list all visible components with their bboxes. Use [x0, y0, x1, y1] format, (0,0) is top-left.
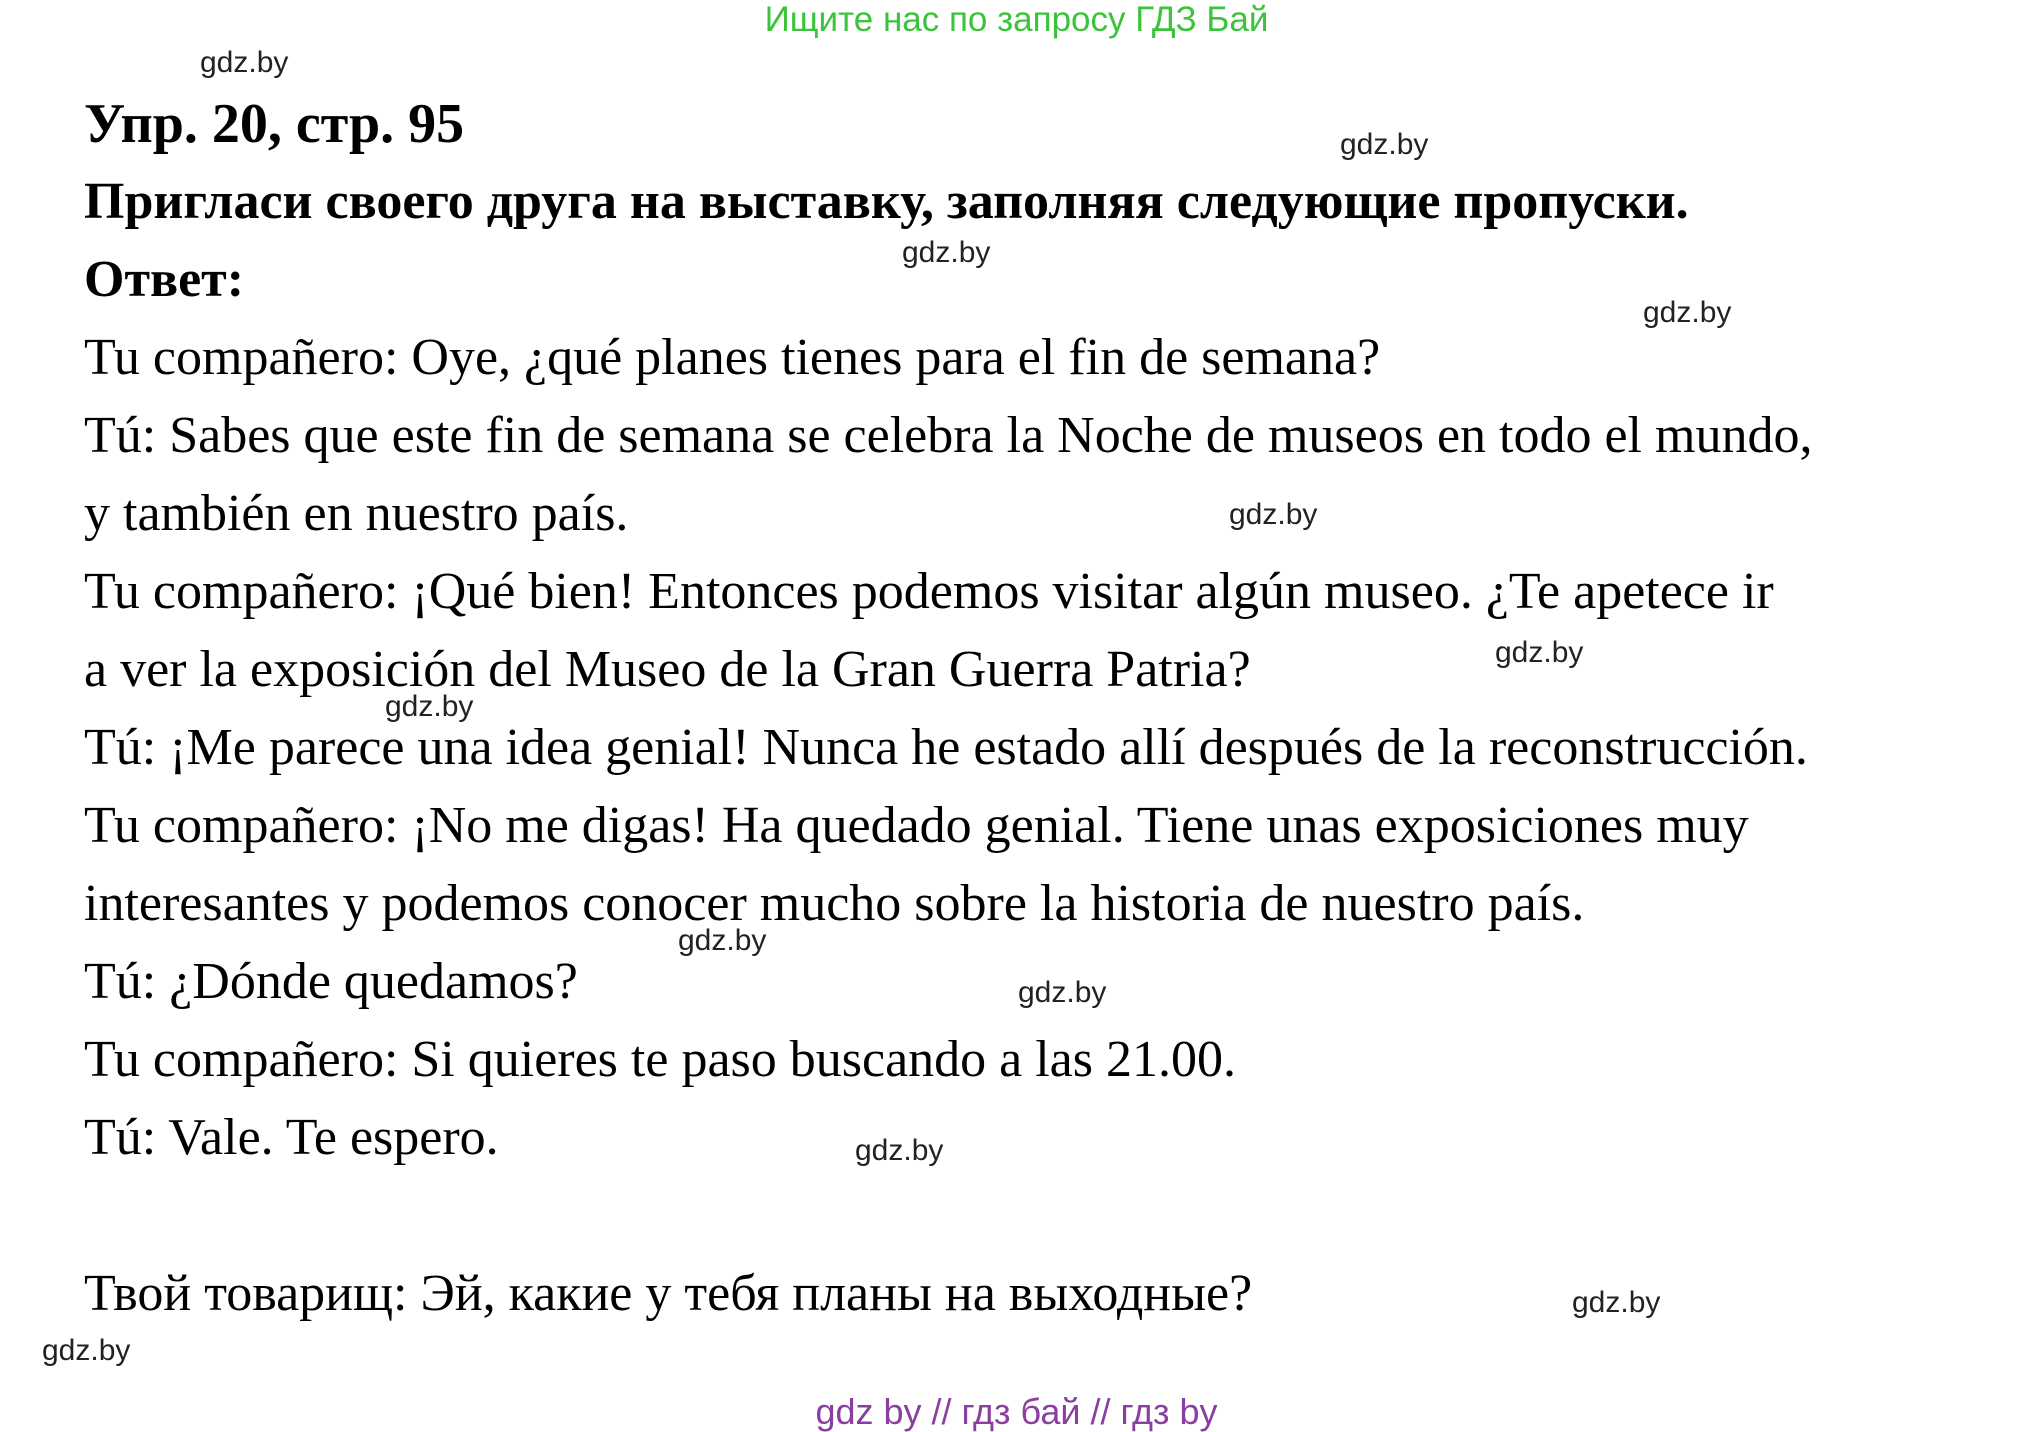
footer-links[interactable]: gdz by // гдз бай // гдз by — [815, 1391, 1218, 1432]
watermark: gdz.by — [385, 690, 474, 723]
dialogue-line: interesantes y podemos conocer mucho sobre la historia de nuestro país. — [84, 875, 1585, 932]
dialogue-line: Tu compañero: ¡No me digas! Ha quedado genial. Tiene unas exposiciones muy — [84, 797, 1749, 854]
dialogue-line: Tu compañero: Oye, ¿qué planes tienes para el fin de semana? — [84, 329, 1381, 386]
dialogue-line: Tu compañero: ¡Qué bien! Entonces podemos visitar algún museo. ¿Te apetece ir — [84, 563, 1774, 620]
watermark: gdz.by — [1643, 296, 1732, 329]
watermark: gdz.by — [42, 1334, 131, 1367]
task-text: Пригласи своего друга на выставку, заполняя следующие пропуски. — [84, 173, 1689, 230]
dialogue-line: Tu compañero: Si quieres te paso buscando a las 21.00. — [84, 1031, 1236, 1088]
dialogue-line: Tú: ¡Me parece una idea genial! Nunca he estado allí después de la reconstrucción. — [84, 719, 1808, 776]
watermark: gdz.by — [678, 924, 767, 957]
watermark: gdz.by — [1018, 976, 1107, 1009]
watermark: gdz.by — [1572, 1286, 1661, 1319]
exercise-title: Упр. 20, стр. 95 — [84, 93, 465, 155]
dialogue-line: y también en nuestro país. — [84, 485, 629, 542]
dialogue-line: Tú: Vale. Te espero. — [84, 1109, 499, 1166]
dialogue-line: Tú: Sabes que este fin de semana se celebra la Noche de museos en todo el mundo, — [84, 407, 1813, 464]
translation-line: Твой товарищ: Эй, какие у тебя планы на выходные? — [84, 1265, 1253, 1322]
watermark: gdz.by — [902, 236, 991, 269]
watermark: gdz.by — [1229, 498, 1318, 531]
dialogue-line: Tú: ¿Dónde quedamos? — [84, 953, 578, 1010]
watermark: gdz.by — [1340, 128, 1429, 161]
dialogue-line: a ver la exposición del Museo de la Gran Guerra Patria? — [84, 641, 1251, 698]
watermark: gdz.by — [1495, 636, 1584, 669]
watermark: gdz.by — [200, 46, 289, 79]
answer-label: Ответ: — [84, 251, 245, 308]
watermark: gdz.by — [855, 1134, 944, 1167]
top-banner[interactable]: Ищите нас по запросу ГДЗ Бай — [764, 0, 1269, 39]
